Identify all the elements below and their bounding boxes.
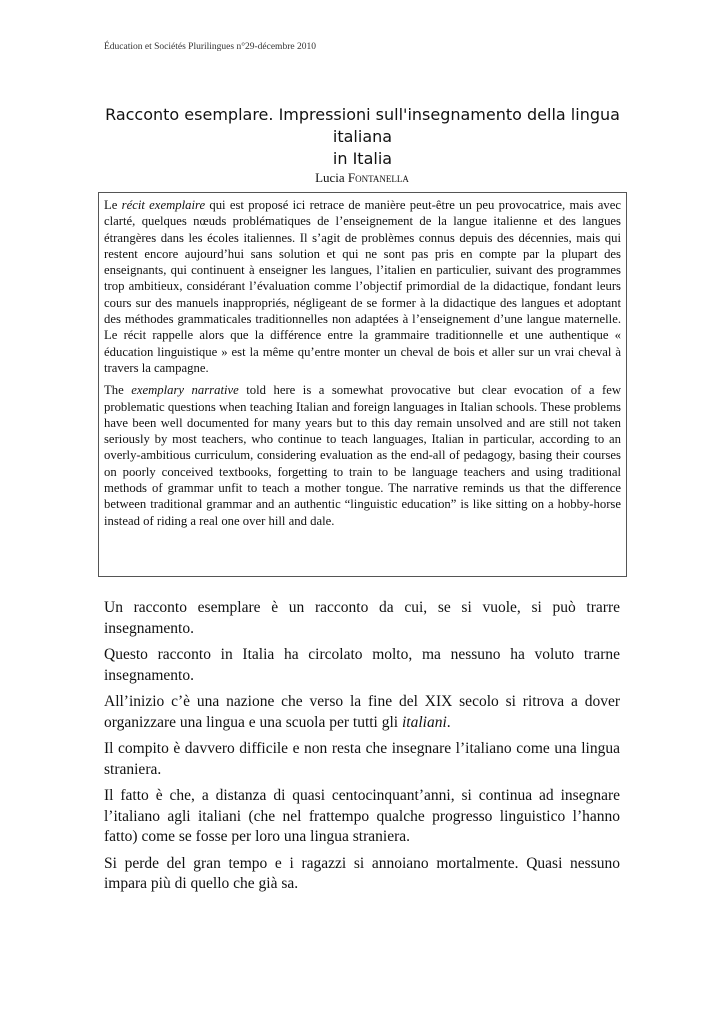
abstract-fr-emphasis: récit exemplaire [121, 198, 206, 212]
abstract-fr-text: qui est proposé ici retrace de manière peut-être un peu provocatrice, mais avec clarté, quelques nœuds problématiques de l’enseignement de la langue italienne et des langues étrangères dans les écoles italiennes. Il s’agit de problèmes connus depuis des décennies, mais qui restent encore aujourd’hui sans solution et qui ne sont pas pris en compte par la plupart des enseignants, qui continuent à enseigner les langues, l’italien en particulier, suivant des programmes trop ambitieux, considérant l’évaluation comme l’objectif primordial de la didactique, fondant leurs cours sur des manuels inappropriés, négligeant de se former à la didactique des langues et adoptant des méthodes grammaticales traditionnelles non adaptées à l’enseignement d’une langue maternelle. Le récit rappelle alors que la différence entre la grammaire traditionnelle et une authentique « éducation linguistique » est la même qu’entre monter un cheval de bois et aller sur un vrai cheval à travers la campagne. [104, 198, 621, 375]
running-header: Éducation et Sociétés Plurilingues n°29-décembre 2010 [104, 42, 316, 52]
body-paragraph-2: Questo racconto in Italia ha circolato molto, ma nessuno ha voluto trarne insegnamento. [104, 646, 620, 684]
abstract-en-emphasis: exemplary narrative [131, 383, 239, 398]
author-name [0, 170, 724, 186]
body-paragraph-3 [104, 692, 620, 733]
article-body [104, 598, 620, 901]
author-last-name: Fontanella [347, 170, 409, 185]
abstract-en-text: told here is a somewhat provocative but clear evocation of a few problematic questions when teaching Italian and foreign languages in Italian schools. These problems have been well documented for many years but to this day remain unsolved and are still not taken seriously by most teachers, who continue to teach languages, Italian in particular, according to an overly-ambitious curriculum, considering evaluation as the end-all of pedagogy, basing their courses on poorly conceived textbooks, forgetting to train to be language teachers and using traditional methods of grammar unfit to teach a mother tongue. The narrative reminds us that the difference between traditional grammar and an authentic “linguistic education” is like sitting on a hobby-horse instead of riding a real one over hill and dale. [104, 383, 621, 528]
abstract-box [98, 192, 627, 577]
body-p3-emphasis: italiani [401, 713, 447, 731]
body-p3-text: All’inizio c’è una nazione che verso la fine del XIX secolo si ritrova a dover organizzare una lingua e una scuola per tutti gli [104, 693, 620, 731]
abstract-en-pre: The [104, 383, 132, 398]
body-paragraph-4: Il compito è davvero difficile e non resta che insegnare l’italiano come una lingua straniera. [104, 740, 620, 778]
body-p3-end: . [446, 713, 451, 731]
article-title [80, 104, 645, 170]
body-paragraph-6: Si perde del gran tempo e i ragazzi si annoiano mortalmente. Quasi nessuno impara più di quello che già sa. [104, 854, 620, 892]
author-first-name: Lucia [315, 170, 345, 185]
body-paragraph-1: Un racconto esemplare è un racconto da cui, se si vuole, si può trarre insegnamento. [104, 599, 620, 637]
abstract-fr-pre: Le [104, 198, 122, 212]
abstract-french [104, 197, 621, 376]
abstract-english [104, 382, 621, 529]
title-line-1: Racconto esemplare. Impressioni sull'insegnamento della lingua italiana [105, 105, 620, 146]
title-line-2: in Italia [332, 149, 393, 168]
body-paragraph-5: Il fatto è che, a distanza di quasi centocinquant’anni, si continua ad insegnare l’italiano agli italiani (che nel frattempo qualche progresso linguistico l’hanno fatto) come se fosse per loro una lingua straniera. [104, 787, 620, 845]
